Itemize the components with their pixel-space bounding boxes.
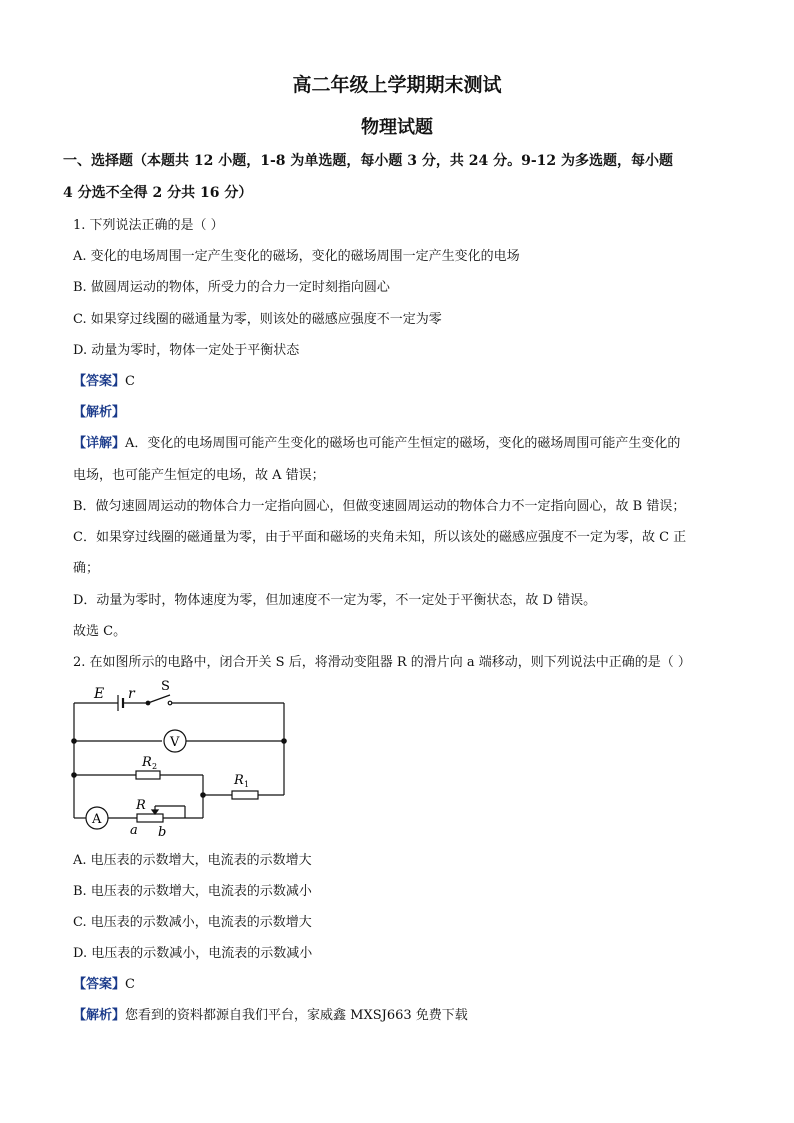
q2-option-b: B. 电压表的示数增大，电流表的示数减小	[73, 884, 312, 899]
q1-detail-1b: 电场，也可能产生恒定的电场，故 A 错误；	[73, 468, 325, 483]
label-b-end: b	[158, 825, 167, 840]
label-s: S	[161, 679, 170, 694]
label-r-internal: r	[128, 686, 135, 702]
resistor-r1	[232, 791, 258, 799]
q1-detail-3b: 确；	[73, 561, 100, 576]
circuit-diagram	[60, 678, 300, 840]
q1-stem: 1. 下列说法正确的是（ ）	[73, 218, 224, 233]
q2-answer-value: C	[125, 977, 135, 992]
q2-option-d: D. 电压表的示数减小，电流表的示数减小	[73, 946, 313, 961]
label-a-end: a	[130, 823, 138, 838]
q1-option-b: B. 做圆周运动的物体，所受力的合力一定时刻指向圆心	[73, 280, 390, 295]
q1-answer-tag: 【答案】	[73, 374, 126, 389]
q1-analysis-tag: 【解析】	[73, 405, 126, 420]
q1-detail-1a	[73, 432, 680, 451]
q1-detail-tag: 【详解】	[73, 436, 126, 451]
label-v: V	[170, 735, 180, 750]
section-heading-line2: 4 分选不全得 2 分共 16 分）	[63, 185, 253, 201]
q1-detail-4: D．动量为零时，物体速度为零，但加速度不一定为零，不一定处于平衡状态，故 D 错误。	[73, 593, 597, 608]
q1-option-d: D. 动量为零时，物体一定处于平衡状态	[73, 343, 300, 358]
q1-detail-2: B．做匀速圆周运动的物体合力一定指向圆心，但做变速圆周运动的物体合力不一定指向圆心，故 B 错误；	[73, 499, 686, 514]
label-r2: R	[142, 755, 152, 770]
q2-option-c: C. 电压表的示数减小，电流表的示数增大	[73, 915, 312, 930]
switch-blade	[148, 695, 170, 703]
label-r1: R	[234, 773, 244, 788]
q2-answer	[73, 973, 135, 992]
label-r1-sub: 1	[244, 780, 250, 789]
rheostat-r	[137, 814, 163, 822]
label-e: E	[94, 686, 105, 702]
label-r-rheostat: R	[136, 798, 146, 813]
q1-option-a: A. 变化的电场周围一定产生变化的磁场，变化的磁场周围一定产生变化的电场	[73, 249, 520, 264]
label-r2-sub: 2	[152, 762, 158, 771]
q1-detail-1a-text: A．变化的电场周围可能产生变化的磁场也可能产生恒定的磁场，变化的磁场周围可能产生变化的	[125, 436, 681, 451]
q1-answer	[73, 370, 135, 389]
q2-option-a: A. 电压表的示数增大，电流表的示数增大	[73, 853, 312, 868]
label-a-ammeter: A	[92, 812, 102, 827]
q1-conclusion: 故选 C。	[73, 624, 127, 639]
footer-download-notice: 您看到的资料都源自我们平台，家威鑫 MXSJ663 免费下载	[125, 1008, 468, 1023]
page-subtitle: 物理试题	[361, 117, 433, 138]
q1-detail-3a: C．如果穿过线圈的磁通量为零，由于平面和磁场的夹角未知，所以该处的磁感应强度不一定为零，故 C 正	[73, 530, 687, 545]
q2-analysis-tag: 【解析】	[73, 1008, 126, 1023]
q1-answer-value: C	[125, 374, 135, 389]
q1-option-c: C. 如果穿过线圈的磁通量为零，则该处的磁感应强度不一定为零	[73, 312, 442, 327]
q2-answer-tag: 【答案】	[73, 977, 126, 992]
q2-stem: 2. 在如图所示的电路中，闭合开关 S 后，将滑动变阻器 R 的滑片向 a 端移动，则下列说法中正确的是（ ）	[73, 655, 691, 670]
section-heading-line1: 一、选择题（本题共 12 小题，1-8 为单选题，每小题 3 分，共 24 分。9-12 为多选题，每小题	[63, 153, 674, 169]
page-title: 高二年级上学期期末测试	[292, 74, 502, 96]
q2-analysis	[73, 1004, 468, 1023]
resistor-r2	[136, 771, 160, 779]
